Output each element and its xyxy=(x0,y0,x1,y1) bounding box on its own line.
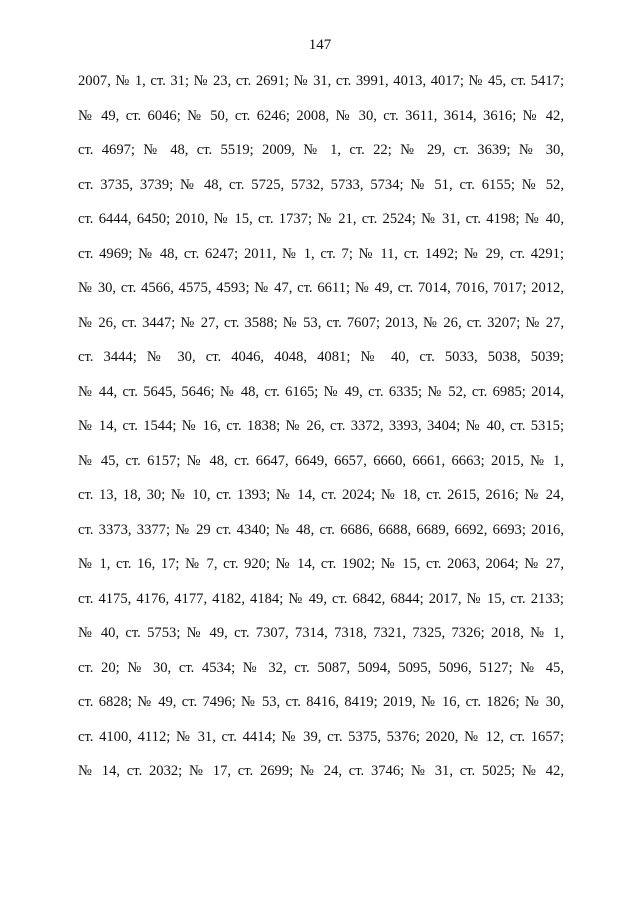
text-line: ст. 4969; № 48, ст. 6247; 2011, № 1, ст. 7; № 11, ст. 1492; № 29, ст. 4291; xyxy=(78,245,564,262)
text-line: ст. 3444; № 30, ст. 4046, 4048, 4081; № 40, ст. 5033, 5038, 5039; xyxy=(78,349,564,365)
text-line: ст. 4100, 4112; № 31, ст. 4414; № 39, ст. 5375, 5376; 2020, № 12, ст. 1657; xyxy=(78,728,564,745)
text-line: № 26, ст. 3447; № 27, ст. 3588; № 53, ст. 7607; 2013, № 26, ст. 3207; № 27, xyxy=(78,314,564,331)
text-line: ст. 13, 18, 30; № 10, ст. 1393; № 14, ст. 2024; № 18, ст. 2615, 2616; № 24, xyxy=(78,487,564,503)
text-line: № 14, ст. 1544; № 16, ст. 1838; № 26, ст. 3372, 3393, 3404; № 40, ст. 5315; xyxy=(78,418,564,434)
text-line: ст. 6444, 6450; 2010, № 15, ст. 1737; № 21, ст. 2524; № 31, ст. 4198; № 40, xyxy=(78,211,564,227)
text-line: ст. 4697; № 48, ст. 5519; 2009, № 1, ст. 22; № 29, ст. 3639; № 30, xyxy=(78,142,564,158)
text-line: № 40, ст. 5753; № 49, ст. 7307, 7314, 7318, 7321, 7325, 7326; 2018, № 1, xyxy=(78,625,564,641)
text-line: ст. 3373, 3377; № 29 ст. 4340; № 48, ст. 6686, 6688, 6689, 6692, 6693; 2016, xyxy=(78,521,564,538)
text-line: № 49, ст. 6046; № 50, ст. 6246; 2008, № 30, ст. 3611, 3614, 3616; № 42, xyxy=(78,107,564,124)
text-line: 2007, № 1, ст. 31; № 23, ст. 2691; № 31, ст. 3991, 4013, 4017; № 45, ст. 5417; xyxy=(78,73,564,89)
text-line: № 44, ст. 5645, 5646; № 48, ст. 6165; № 49, ст. 6335; № 52, ст. 6985; 2014, xyxy=(78,383,564,400)
text-line: № 30, ст. 4566, 4575, 4593; № 47, ст. 6611; № 49, ст. 7014, 7016, 7017; 2012, xyxy=(78,280,564,296)
text-line: № 14, ст. 2032; № 17, ст. 2699; № 24, ст. 3746; № 31, ст. 5025; № 42, xyxy=(78,763,564,779)
body-text xyxy=(78,64,564,789)
text-line: ст. 20; № 30, ст. 4534; № 32, ст. 5087, 5094, 5095, 5096, 5127; № 45, xyxy=(78,659,564,676)
page-number: 147 xyxy=(308,37,332,53)
text-line: № 1, ст. 16, 17; № 7, ст. 920; № 14, ст. 1902; № 15, ст. 2063, 2064; № 27, xyxy=(78,556,564,572)
text-line: № 45, ст. 6157; № 48, ст. 6647, 6649, 6657, 6660, 6661, 6663; 2015, № 1, xyxy=(78,452,564,469)
text-line: ст. 3735, 3739; № 48, ст. 5725, 5732, 5733, 5734; № 51, ст. 6155; № 52, xyxy=(78,176,564,193)
text-line: ст. 4175, 4176, 4177, 4182, 4184; № 49, ст. 6842, 6844; 2017, № 15, ст. 2133; xyxy=(78,590,564,607)
text-line: ст. 6828; № 49, ст. 7496; № 53, ст. 8416, 8419; 2019, № 16, ст. 1826; № 30, xyxy=(78,694,564,710)
